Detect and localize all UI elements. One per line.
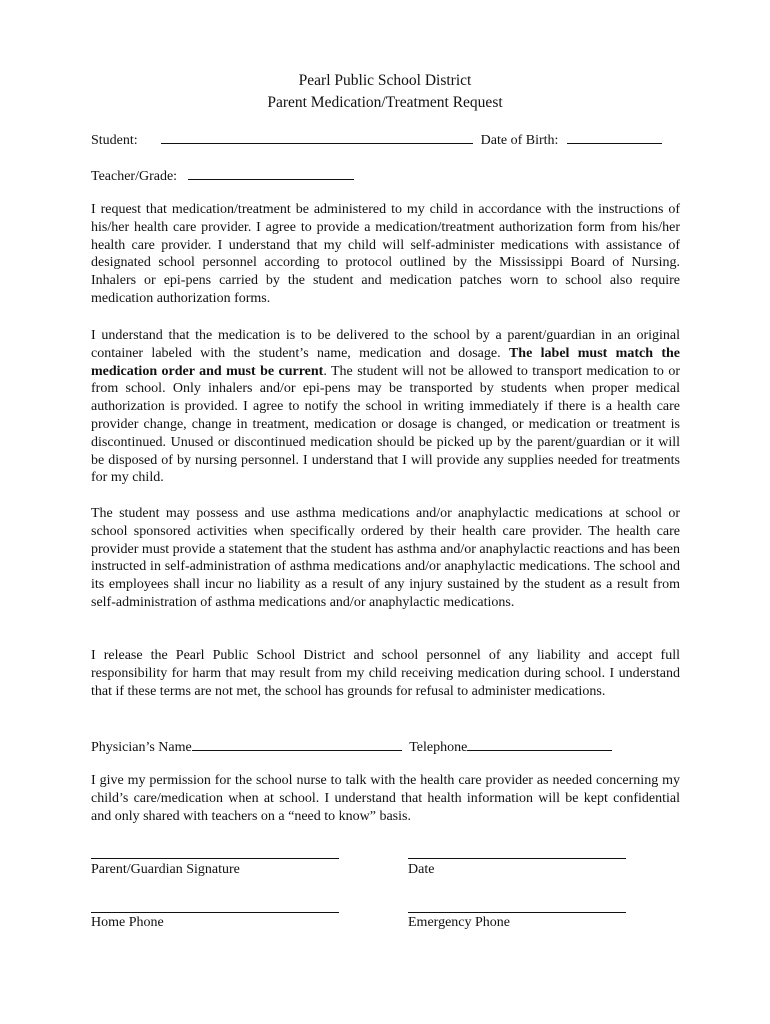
delivery-text-b: . The student will not be allowed to transport medication to or from school. Only inhalers and/or epi-pens may be transported by students when proper medical authorization is provided. I agree to notify the school in writing immediately if there is a health care provider change, change in treatment, medication or dosage is changed, or medication or treatment is discontinued. Unused or discontinued medication should be picked up by the parent/guardian or it will be disposed of by nursing personnel. I understand that I will provide any supplies needed for treatments for my child. — [91, 363, 681, 486]
telephone-field[interactable] — [467, 737, 612, 751]
permission-paragraph: I give my permission for the school nurse to talk with the health care provider as needed concerning my child’s care/medication when at school. I understand that health information will be kept confidential and only shared with teachers on a “need to know” basis. — [91, 773, 680, 824]
home-phone-line[interactable] — [91, 912, 339, 913]
parent-signature-label: Parent/Guardian Signature — [91, 862, 240, 877]
delivery-text-a: I understand that the medication is to be delivered to the school by a parent/guardian in an original container labeled with the student’s name, medication and dosage. — [91, 328, 680, 361]
dob-field[interactable] — [567, 130, 662, 144]
teacher-grade-field[interactable] — [188, 166, 354, 180]
student-label: Student: — [91, 133, 138, 148]
date-label: Date — [408, 862, 435, 877]
liability-paragraph: I release the Pearl Public School District and school personnel of any liability and accept full responsibility for harm that may result from my child receiving medication during school. I understand that if these terms are not met, the school has grounds for refusal to administer medications. — [91, 648, 680, 699]
physician-label: Physician’s Name — [91, 740, 192, 755]
delivery-paragraph — [91, 327, 680, 487]
emergency-phone-line[interactable] — [408, 912, 626, 913]
asthma-paragraph: The student may possess and use asthma medications and/or anaphylactic medications at school or school sponsored activities when specifically ordered by their health care provider. The health care provider must provide a statement that the student has asthma and/or anaphylactic reactions and has been instructed in self-administration of asthma medications and/or anaphylactic medications. The school and its employees shall incur no liability as a result of any injury sustained by the student as a result from self-administration of asthma medications and/or anaphylactic medications. — [91, 506, 680, 610]
form-title: Parent Medication/Treatment Request — [267, 94, 503, 111]
student-row — [91, 130, 662, 149]
teacher-row — [91, 166, 354, 185]
district-title: Pearl Public School District — [298, 72, 472, 89]
student-field[interactable] — [161, 130, 473, 144]
label-requirement-bold: The label must match the medication order and must be current — [91, 345, 680, 379]
dob-label: Date of Birth: — [480, 133, 559, 148]
home-phone-label: Home Phone — [91, 915, 164, 930]
teacher-grade-label: Teacher/Grade: — [91, 169, 178, 184]
emergency-phone-label: Emergency Phone — [408, 915, 510, 930]
parent-signature-line[interactable] — [91, 858, 339, 859]
physician-field[interactable] — [192, 737, 402, 751]
telephone-label: Telephone — [409, 740, 468, 755]
date-line[interactable] — [408, 858, 626, 859]
physician-row — [91, 737, 612, 756]
request-paragraph: I request that medication/treatment be administered to my child in accordance with the instructions of his/her health care provider. I agree to provide a medication/treatment authorization form from his/her health care provider. I understand that my child will self-administer medications with assistance of designated school personnel according to protocol outlined by the Mississippi Board of Nursing. Inhalers or epi-pens carried by the student and medication patches worn to school also require medication authorization forms. — [91, 202, 680, 306]
